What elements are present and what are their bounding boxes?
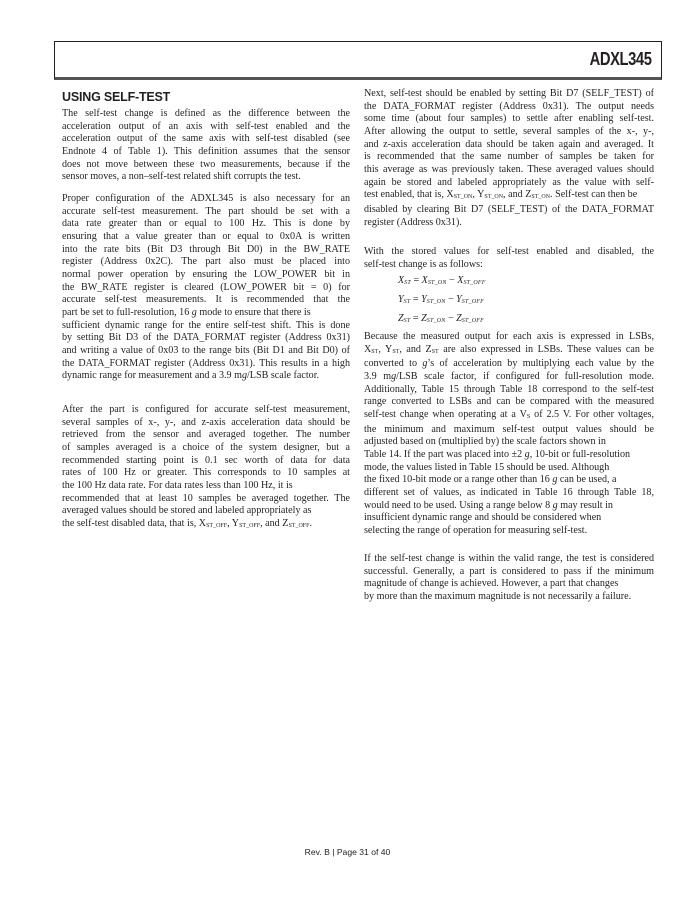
symbol-y: Y <box>231 517 240 529</box>
text-line: retrieved from the sensor and averaged together. The number <box>62 429 350 441</box>
symbol-z: Z <box>525 189 532 201</box>
text-line: the DATA_FORMAT register (Address 0x31). The output needs <box>364 100 654 112</box>
text-run: are also expressed in LSBs. These values can be <box>438 343 654 355</box>
subscript: S <box>526 413 531 420</box>
text-run: Table 14. If the part was placed into ±2 <box>364 448 525 460</box>
minus-sign: − <box>446 275 458 286</box>
left-paragraph-3 <box>62 404 350 533</box>
text-line: sufficient dynamic range for the entire self-test shift. This is done <box>62 319 350 331</box>
left-paragraph-2 <box>62 193 350 383</box>
text-run: part be set to full-resolution, 16 <box>62 306 192 318</box>
text-line: into the rate bits (Bit D3 through Bit D0) in the BW_RATE <box>62 243 350 255</box>
subscript: ST_OFF <box>206 522 228 529</box>
text-line <box>364 344 654 359</box>
page-header <box>54 41 662 80</box>
right-paragraph-3 <box>364 331 654 538</box>
g-unit: g <box>552 474 558 486</box>
text-line <box>364 189 654 204</box>
eq-symbol: X <box>421 275 428 286</box>
subscript: ST <box>403 318 411 324</box>
subscript: ST_OFF <box>239 522 261 529</box>
text-run: ’s of acceleration by multiplying each value by the <box>427 358 654 370</box>
equation-y <box>398 294 484 305</box>
text-line: the 100 Hz data rate. For data rates less than 100 Hz, it is <box>62 479 293 491</box>
text-run: of 2.5 V. For other voltages, <box>530 408 655 420</box>
g-unit: g <box>422 358 428 370</box>
eq-symbol: Z <box>456 313 462 324</box>
text-line: by setting Bit D3 of the DATA_FORMAT register (Address 0x31) <box>62 332 350 344</box>
text-line <box>62 307 350 320</box>
text-run: , <box>227 517 232 529</box>
text-line: this average as was previously taken. These averaged values should <box>364 163 654 175</box>
text-line: is recommended that the same number of samples be taken for <box>364 151 654 163</box>
product-name: ADXL345 <box>590 49 652 69</box>
equals-sign: = <box>410 313 422 324</box>
text-line: the BW_RATE register is cleared (LOW_POWER bit = 0) for <box>62 281 350 293</box>
symbol-z: Z <box>425 343 432 355</box>
equation-x <box>398 275 486 286</box>
text-line: and z-axis acceleration data should be taken again and averaged. It <box>364 138 654 150</box>
subscript: ST <box>404 280 411 286</box>
text-line: again be stored and labeled appropriately as the value with self- <box>364 176 654 188</box>
text-run: self-test change when operating at a V <box>364 408 527 420</box>
text-line: acceleration output of an axis with self-test enabled and the <box>62 120 350 132</box>
text-run: may result in <box>557 499 613 511</box>
text-line <box>62 370 350 383</box>
text-run: can be used, a <box>557 474 617 486</box>
right-paragraph-4 <box>364 553 654 604</box>
symbol-z: Z <box>282 517 289 529</box>
equation-z <box>398 313 484 324</box>
subscript: ST_OFF <box>461 299 484 305</box>
text-line: Next, self-test should be enabled by setting Bit D7 (SELF_TEST) of <box>364 88 654 99</box>
text-run: converted to <box>364 358 423 370</box>
symbol-y: Y <box>477 189 485 201</box>
text-line: recommended that at least 10 samples be averaged together. The <box>62 492 350 504</box>
text-run: test enabled, that is, <box>364 189 447 201</box>
text-line: range converted to LSBs and can be compared with the measured <box>364 396 654 408</box>
text-line: accurate self-test measurements. It is recommended that the <box>62 294 350 306</box>
text-run: mode to ensure that there is <box>196 306 311 318</box>
text-line <box>364 358 654 371</box>
eq-symbol: Z <box>421 313 427 324</box>
subscript: ST_ON <box>426 299 446 305</box>
symbol-y: Y <box>385 343 393 355</box>
g-unit: g <box>391 370 397 382</box>
equals-sign: = <box>410 294 422 305</box>
text-run: the self-test disabled data, that is, <box>62 517 199 529</box>
text-run: , and <box>260 517 283 529</box>
symbol-x: X <box>364 343 372 355</box>
text-line: and writing a value of 0x03 to the range bits (Bit D1 and Bit D0) of <box>62 344 350 356</box>
subscript: ST_ON <box>427 280 447 286</box>
text-run: /LSB scale factor, if configured for full-resolution mode. <box>396 370 654 382</box>
subscript: ST <box>392 348 400 355</box>
text-line: disabled by clearing Bit D7 (SELF_TEST) of the DATA_FORMAT <box>364 203 654 215</box>
subscript: ST_OFF <box>463 280 486 286</box>
text-line: Proper configuration of the ADXL345 is also necessary for an <box>62 193 350 204</box>
text-line: Additionally, Table 15 through Table 18 correspond to the self-test <box>364 383 654 395</box>
subscript: ST <box>403 299 411 305</box>
equals-sign: = <box>410 275 422 286</box>
text-line: selecting the range of operation for measuring self-test. <box>364 524 588 536</box>
text-line: some time (about four samples) to settle after enabling self-test. <box>364 113 654 125</box>
text-line: data rate greater than or equal to 100 Hz. This is done by <box>62 218 350 230</box>
subscript: ST_OFF <box>461 318 484 324</box>
g-unit: g <box>241 370 247 382</box>
eq-symbol: Y <box>456 294 462 305</box>
text-line: ensuring that a value greater than or equal to 0x0A is written <box>62 230 350 242</box>
g-unit: g <box>552 499 558 511</box>
subscript: ST <box>371 348 379 355</box>
text-line: averaged values should be stored and labeled appropriately as <box>62 505 312 517</box>
text-line: register (Address 0x2C). The part also must be placed into <box>62 256 350 268</box>
left-paragraph-1 <box>62 108 350 184</box>
text-run: , 10-bit or full-resolution <box>529 448 631 460</box>
text-line <box>62 518 350 533</box>
text-line: mode, the values listed in Table 15 should be used. Although <box>364 461 610 473</box>
text-run: would need to be used. Using a range below 8 <box>364 499 553 511</box>
minus-sign: − <box>445 294 457 305</box>
text-line: register (Address 0x31). <box>364 216 462 228</box>
text-line: Because the measured output for each axis is expressed in LSBs, <box>364 331 654 342</box>
text-line: adjusted based on (multiplied by) the scale factors shown in <box>364 436 606 448</box>
text-line: successful. Generally, a part is considered to pass if the minimum <box>364 565 654 577</box>
text-line <box>364 474 654 487</box>
text-line: acceleration output of the same axis with self-test disabled (see <box>62 133 350 145</box>
eq-symbol: Y <box>421 294 427 305</box>
text-line: accurate self-test measurement. The part should be set with a <box>62 205 350 217</box>
subscript: ST <box>431 348 439 355</box>
text-line: After the part is configured for accurate self-test measurement, <box>62 404 350 415</box>
text-run: , <box>378 343 386 355</box>
text-line: recommended starting point is 0.1 sec worth of data for data <box>62 454 350 466</box>
text-line <box>364 449 654 462</box>
text-line: With the stored values for self-test enabled and disabled, the <box>364 246 654 257</box>
text-line <box>364 500 654 513</box>
text-line: of samples averaged is a choice of the system designer, but a <box>62 441 350 453</box>
g-unit: g <box>524 448 530 460</box>
text-line: the DATA_FORMAT register (Address 0x31). This results in a high <box>62 357 350 369</box>
text-run: 3.9 m <box>364 370 392 382</box>
text-line: If the self-test change is within the valid range, the test is considered <box>364 553 654 564</box>
text-line: normal power operation by ensuring the LOW_POWER bit in <box>62 268 350 280</box>
section-heading: USING SELF-TEST <box>62 90 171 104</box>
text-run: the fixed 10-bit mode or a range other than 16 <box>364 474 553 486</box>
text-line: magnitude of change is achieved. However, a part that changes <box>364 578 619 590</box>
text-run: dynamic range for measurement and a 3.9 m <box>62 370 242 382</box>
text-line: The self-test change is defined as the difference between the <box>62 108 350 119</box>
symbol-x: X <box>198 517 207 529</box>
subscript: ST_ON <box>531 194 551 201</box>
text-run: , and <box>503 189 526 201</box>
text-line <box>364 409 654 424</box>
text-line: insufficient dynamic range and should be considered when <box>364 512 602 524</box>
text-line: does not move between these two measurements, because if the <box>62 158 350 170</box>
eq-symbol: Y <box>398 294 404 305</box>
subscript: ST_ON <box>426 318 446 324</box>
text-run: . Self-test can then be <box>550 189 638 201</box>
subscript: ST_ON <box>484 194 504 201</box>
text-line: different set of values, as indicated in Table 16 through Table 18, <box>364 486 654 498</box>
text-line: several samples of x-, y-, and z-axis acceleration data should be <box>62 416 350 428</box>
text-run: . <box>309 517 312 529</box>
symbol-x: X <box>446 189 454 201</box>
text-line <box>364 371 654 384</box>
text-line: sensor moves, a non–self-test related shift corrupts the test. <box>62 171 301 183</box>
text-line: rates of 100 Hz or greater. This corresponds to 10 samples at <box>62 467 350 479</box>
text-run: , <box>472 189 478 201</box>
page-footer: Rev. B | Page 31 of 40 <box>304 847 391 857</box>
text-line: After allowing the output to settle, several samples of the x-, y-, <box>364 125 654 137</box>
eq-symbol: X <box>398 275 405 286</box>
subscript: ST_ON <box>453 194 473 201</box>
right-paragraph-1 <box>364 88 654 229</box>
subscript: ST_OFF <box>288 522 310 529</box>
text-line: Endnote 4 of Table 1). This definition assumes that the sensor <box>62 145 350 157</box>
g-unit: g <box>191 306 197 318</box>
text-line: self-test change is as follows: <box>364 258 483 270</box>
minus-sign: − <box>445 313 457 324</box>
text-line: the minimum and maximum self-test output values should be <box>364 423 654 435</box>
text-run: , and <box>399 343 426 355</box>
eq-symbol: X <box>457 275 464 286</box>
eq-symbol: Z <box>398 313 404 324</box>
text-line: by more than the maximum magnitude is not necessarily a failure. <box>364 590 632 602</box>
text-run: /LSB scale factor. <box>247 370 320 382</box>
right-paragraph-2 <box>364 246 654 271</box>
